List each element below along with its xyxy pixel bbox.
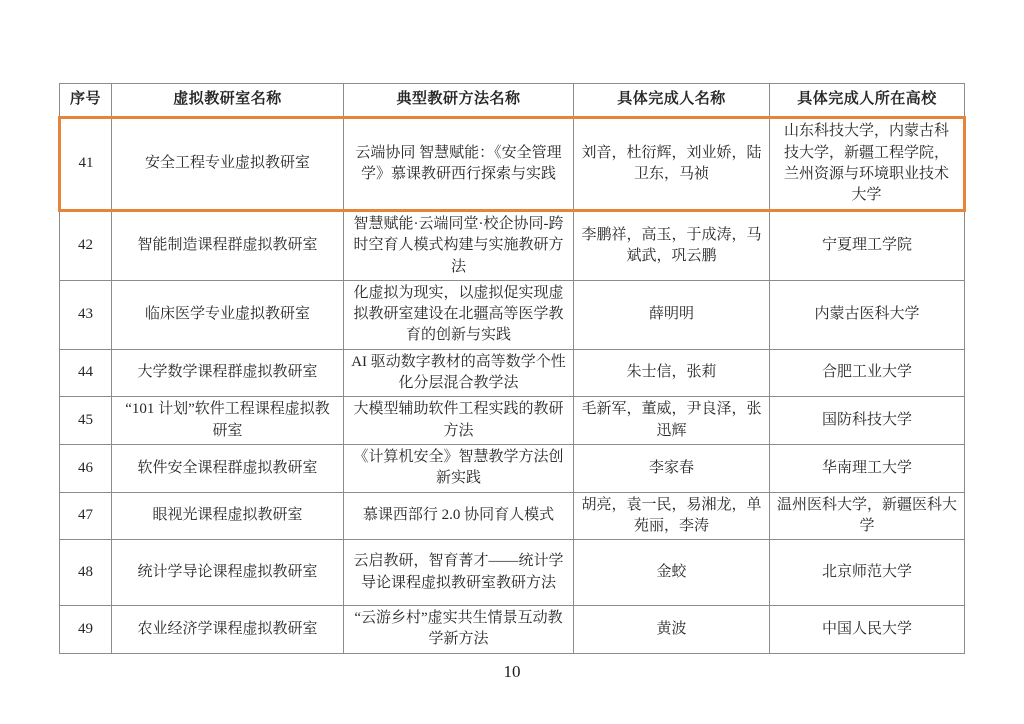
cell-method: “云游乡村”虚实共生情景互动教学新方法 — [344, 606, 574, 654]
table-row-47 — [60, 492, 965, 540]
cell-people: 黄波 — [574, 606, 770, 654]
header-method-name: 典型教研方法名称 — [344, 84, 574, 118]
cell-people: 薛明明 — [574, 280, 770, 349]
cell-room: 统计学导论课程虚拟教研室 — [112, 540, 344, 606]
cell-method: 《计算机安全》智慧教学方法创新实践 — [344, 444, 574, 492]
cell-people: 朱士信，张莉 — [574, 349, 770, 397]
cell-university: 北京师范大学 — [770, 540, 965, 606]
cell-no: 48 — [60, 540, 112, 606]
table-row-41-highlighted — [60, 118, 965, 211]
cell-no: 46 — [60, 444, 112, 492]
virtual-teaching-room-table — [58, 83, 966, 654]
header-room-name: 虚拟教研室名称 — [112, 84, 344, 118]
cell-university: 合肥工业大学 — [770, 349, 965, 397]
cell-room: 智能制造课程群虚拟教研室 — [112, 211, 344, 281]
cell-university: 宁夏理工学院 — [770, 211, 965, 281]
table-row-48 — [60, 540, 965, 606]
cell-university: 山东科技大学，内蒙古科技大学，新疆工程学院，兰州资源与环境职业技术大学 — [770, 118, 965, 211]
table-row-49 — [60, 606, 965, 654]
table-row-45 — [60, 397, 965, 445]
cell-people: 李鹏祥，高玉，于成涛，马斌武，巩云鹏 — [574, 211, 770, 281]
cell-people: 刘音，杜衍辉，刘业娇，陆卫东，马祯 — [574, 118, 770, 211]
cell-room: “101 计划”软件工程课程虚拟教研室 — [112, 397, 344, 445]
cell-method: 云启教研，智育菁才——统计学导论课程虚拟教研室教研方法 — [344, 540, 574, 606]
table-row-43 — [60, 280, 965, 349]
header-university: 具体完成人所在高校 — [770, 84, 965, 118]
cell-room: 软件安全课程群虚拟教研室 — [112, 444, 344, 492]
cell-room: 安全工程专业虚拟教研室 — [112, 118, 344, 211]
table-row-42 — [60, 211, 965, 281]
cell-method: 化虚拟为现实，以虚拟促实现虚拟教研室建设在北疆高等医学教育的创新与实践 — [344, 280, 574, 349]
cell-method: AI 驱动数字教材的高等数学个性化分层混合教学法 — [344, 349, 574, 397]
cell-university: 国防科技大学 — [770, 397, 965, 445]
table-row-44 — [60, 349, 965, 397]
cell-no: 41 — [60, 118, 112, 211]
cell-method: 云端协同 智慧赋能：《安全管理学》慕课教研西行探索与实践 — [344, 118, 574, 211]
cell-university: 中国人民大学 — [770, 606, 965, 654]
table-header-row — [60, 84, 965, 118]
cell-university: 内蒙古医科大学 — [770, 280, 965, 349]
cell-people: 李家春 — [574, 444, 770, 492]
cell-no: 44 — [60, 349, 112, 397]
cell-university: 温州医科大学，新疆医科大学 — [770, 492, 965, 540]
cell-room: 大学数学课程群虚拟教研室 — [112, 349, 344, 397]
cell-method: 大模型辅助软件工程实践的教研方法 — [344, 397, 574, 445]
cell-method: 智慧赋能·云端同堂·校企协同-跨时空育人模式构建与实施教研方法 — [344, 211, 574, 281]
cell-no: 45 — [60, 397, 112, 445]
cell-no: 47 — [60, 492, 112, 540]
cell-people: 金蛟 — [574, 540, 770, 606]
cell-room: 农业经济学课程虚拟教研室 — [112, 606, 344, 654]
cell-no: 49 — [60, 606, 112, 654]
cell-room: 临床医学专业虚拟教研室 — [112, 280, 344, 349]
cell-people: 胡亮，袁一民，易湘龙，单苑丽，李涛 — [574, 492, 770, 540]
cell-no: 43 — [60, 280, 112, 349]
page-number: 10 — [503, 662, 521, 681]
cell-people: 毛新军，董威，尹良泽，张迅辉 — [574, 397, 770, 445]
header-serial-number: 序号 — [60, 84, 112, 118]
cell-university: 华南理工大学 — [770, 444, 965, 492]
cell-no: 42 — [60, 211, 112, 281]
table-row-46 — [60, 444, 965, 492]
header-people: 具体完成人名称 — [574, 84, 770, 118]
cell-room: 眼视光课程虚拟教研室 — [112, 492, 344, 540]
cell-method: 慕课西部行 2.0 协同育人模式 — [344, 492, 574, 540]
